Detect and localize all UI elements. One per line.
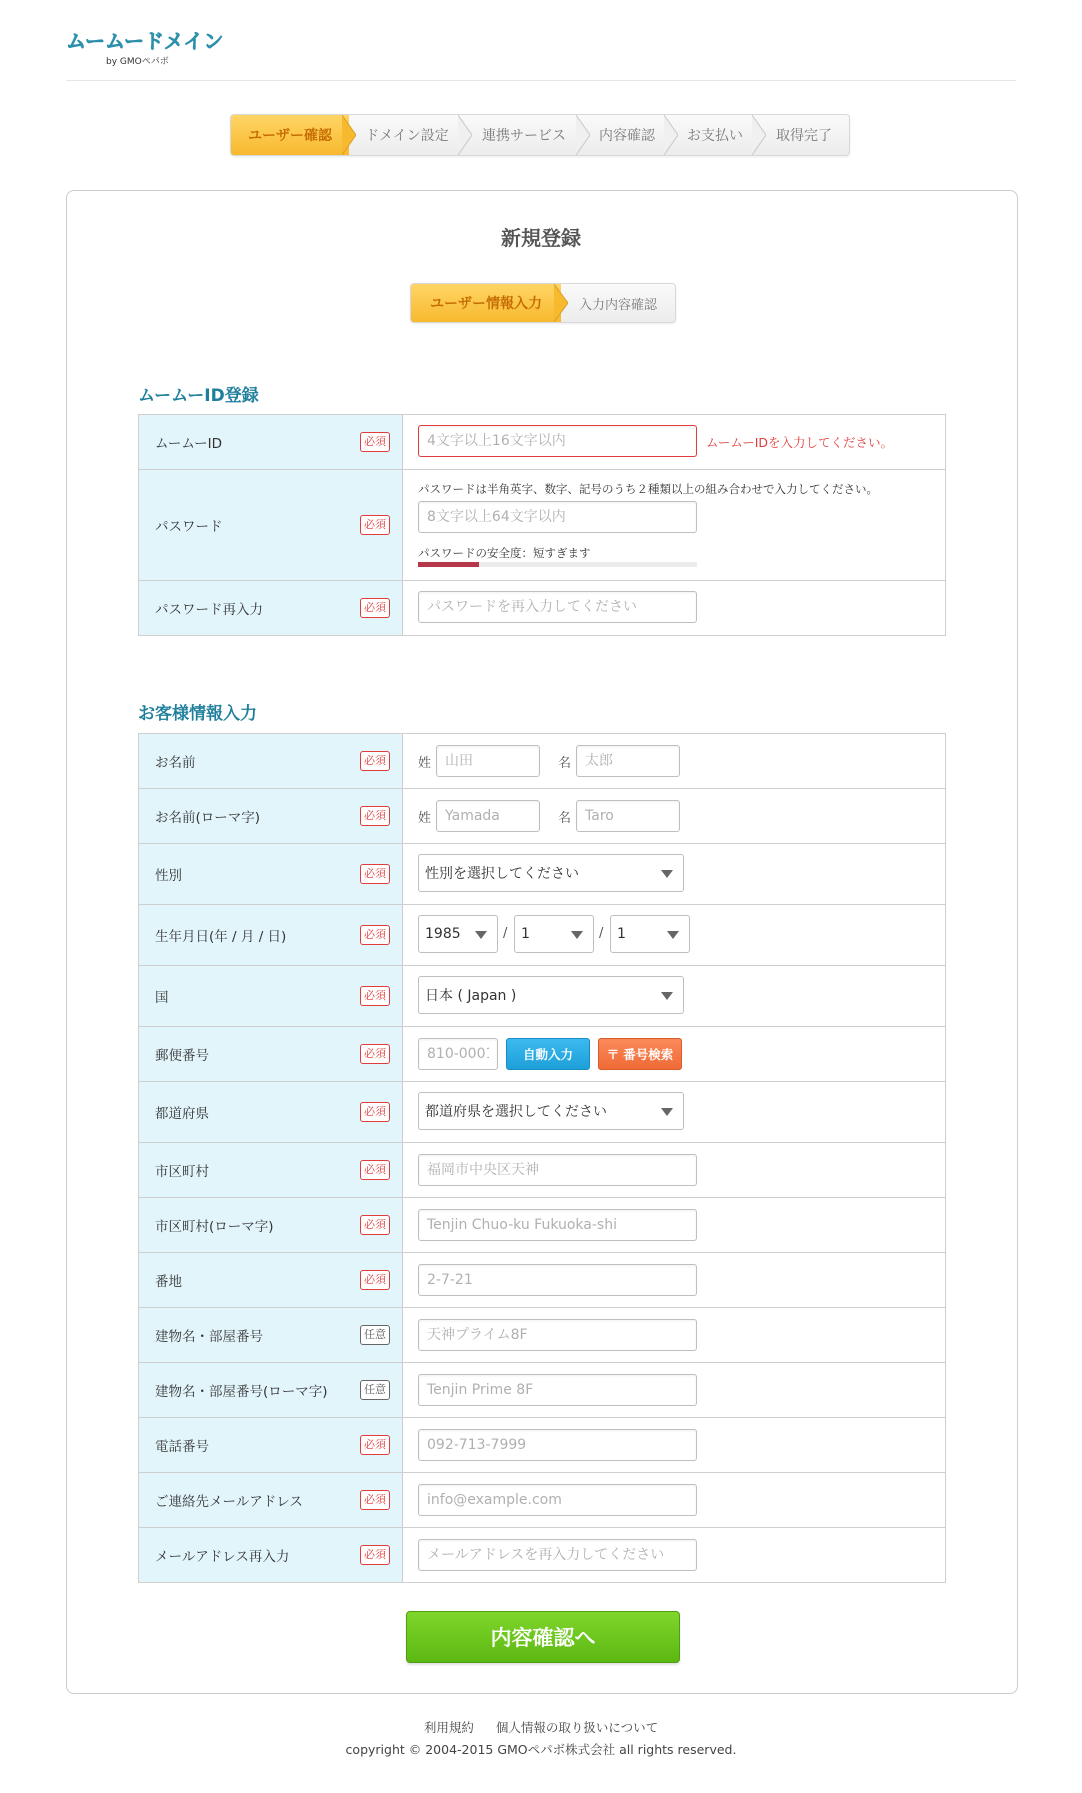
- email-confirm-input[interactable]: [418, 1539, 697, 1571]
- confirm-content-button[interactable]: 内容確認へ: [406, 1611, 680, 1663]
- building-input[interactable]: [418, 1319, 697, 1351]
- field-input-cell: [403, 1418, 945, 1472]
- form-row-building-roman: [139, 1363, 945, 1418]
- password-strength-text: パスワードの安全度：短すぎます: [418, 546, 591, 560]
- required-badge: 必須: [360, 751, 390, 771]
- chevron-right-icon: [554, 284, 568, 322]
- form-row-email-confirm: [139, 1528, 945, 1583]
- dropdown-arrow-icon: [475, 931, 487, 939]
- last-name-roman-input[interactable]: [436, 800, 540, 832]
- field-label-cell: [139, 1253, 403, 1307]
- step-complete: [759, 115, 849, 155]
- field-label: パスワード: [155, 519, 223, 535]
- required-badge: 必須: [360, 1160, 390, 1180]
- chevron-right-icon: [458, 115, 472, 155]
- form-row-password-confirm: [139, 581, 945, 636]
- building-roman-input[interactable]: [418, 1374, 697, 1406]
- first-name-roman-input[interactable]: [576, 800, 680, 832]
- step-label: ユーザー情報入力: [430, 296, 542, 312]
- logo[interactable]: [66, 26, 226, 70]
- field-input-cell: [403, 1198, 945, 1252]
- form-row-gender: [139, 844, 945, 905]
- field-label: 市区町村(ローマ字): [155, 1219, 274, 1235]
- field-label: ムームーID: [155, 436, 223, 452]
- field-input-cell: [403, 966, 945, 1026]
- gender-select-value: 性別を選択してください: [425, 866, 579, 882]
- last-name-input[interactable]: [436, 745, 540, 777]
- step-user-info-input: [411, 284, 561, 322]
- gender-select[interactable]: [418, 854, 684, 892]
- field-label: メールアドレス再入力: [155, 1549, 290, 1565]
- field-label-cell: [139, 1198, 403, 1252]
- password-strength-meter: [418, 562, 697, 567]
- step-label: 取得完了: [776, 128, 832, 144]
- phone-input[interactable]: [418, 1429, 697, 1461]
- chevron-right-icon: [576, 115, 590, 155]
- muumuu-id-input[interactable]: [418, 425, 697, 457]
- required-badge: 必須: [360, 806, 390, 826]
- field-label: 国: [155, 990, 169, 1006]
- required-badge: 必須: [360, 1215, 390, 1235]
- dropdown-arrow-icon: [661, 870, 673, 878]
- field-input-cell: [403, 1143, 945, 1197]
- password-hint: パスワードは半角英字、数字、記号のうち２種類以上の組み合わせで入力してください。: [418, 482, 878, 496]
- field-label-cell: [139, 470, 403, 580]
- field-label-cell: [139, 1308, 403, 1362]
- field-input-cell: [403, 1027, 945, 1081]
- field-label-cell: [139, 1473, 403, 1527]
- birth-month-value: 1: [521, 926, 530, 942]
- address-input[interactable]: [418, 1264, 697, 1296]
- field-input-cell: [403, 1082, 945, 1142]
- required-badge: 必須: [360, 1102, 390, 1122]
- form-row-city: [139, 1143, 945, 1198]
- field-label: 郵便番号: [155, 1048, 209, 1064]
- field-label: 建物名・部屋番号(ローマ字): [155, 1384, 328, 1400]
- birth-year-select[interactable]: [418, 915, 498, 953]
- date-separator: /: [599, 926, 604, 941]
- step-label: お支払い: [687, 128, 743, 144]
- step-payment: [671, 115, 759, 155]
- dropdown-arrow-icon: [661, 1108, 673, 1116]
- form-row-password: [139, 470, 945, 581]
- field-label-cell: [139, 581, 403, 635]
- step-label: 連携サービス: [482, 128, 566, 144]
- field-input-cell: [403, 415, 945, 469]
- required-badge: 必須: [360, 986, 390, 1006]
- required-badge: 必須: [360, 1044, 390, 1064]
- field-label-cell: [139, 734, 403, 788]
- prefecture-select-value: 都道府県を選択してください: [425, 1104, 607, 1120]
- dropdown-arrow-icon: [571, 931, 583, 939]
- form-row-postal: [139, 1027, 945, 1082]
- last-name-label: 姓: [418, 756, 432, 771]
- date-separator: /: [503, 926, 508, 941]
- field-label: お名前(ローマ字): [155, 810, 261, 826]
- field-input-cell: [403, 581, 945, 635]
- password-strength-fill: [418, 562, 479, 567]
- step-input-confirm: [561, 284, 675, 322]
- page-title: 新規登録: [501, 226, 581, 250]
- step-content-confirm: [583, 115, 671, 155]
- form-row-building: [139, 1308, 945, 1363]
- required-badge: 必須: [360, 925, 390, 945]
- field-label: 性別: [155, 868, 182, 884]
- city-roman-input[interactable]: [418, 1209, 697, 1241]
- field-input-cell: [403, 1253, 945, 1307]
- birth-year-value: 1985: [425, 926, 461, 942]
- field-label-cell: [139, 1027, 403, 1081]
- email-input[interactable]: [418, 1484, 697, 1516]
- password-confirm-input[interactable]: [418, 591, 697, 623]
- required-badge: 必須: [360, 598, 390, 618]
- optional-badge: 任意: [360, 1325, 390, 1345]
- birth-month-select[interactable]: [514, 915, 594, 953]
- field-label-cell: [139, 1528, 403, 1582]
- step-linked-services: [465, 115, 583, 155]
- required-badge: 必須: [360, 515, 390, 535]
- field-label-cell: [139, 1143, 403, 1197]
- last-name-roman-label: 姓: [418, 811, 432, 826]
- postal-code-input[interactable]: [418, 1038, 498, 1070]
- chevron-right-icon: [342, 115, 356, 155]
- field-label: パスワード再入力: [155, 602, 263, 618]
- first-name-input[interactable]: [576, 745, 680, 777]
- logo-text: ムームードメイン: [66, 29, 224, 53]
- step-label: ドメイン設定: [365, 128, 449, 144]
- field-label-cell: [139, 966, 403, 1026]
- field-input-cell: [403, 905, 945, 965]
- step-label: 入力内容確認: [578, 297, 657, 313]
- form-row-address: [139, 1253, 945, 1308]
- field-label-cell: [139, 415, 403, 469]
- field-label-cell: [139, 1363, 403, 1417]
- country-select-value: 日本 ( Japan ): [425, 988, 517, 1004]
- footer-links: [0, 1718, 1082, 1736]
- main-progress-steps: [230, 114, 850, 156]
- privacy-link[interactable]: 個人情報の取り扱いについて: [495, 1720, 659, 1735]
- form-row-birthday: [139, 905, 945, 966]
- field-label: 電話番号: [155, 1439, 209, 1455]
- password-input[interactable]: [418, 501, 697, 533]
- country-select[interactable]: [418, 976, 684, 1014]
- field-label-cell: [139, 844, 403, 904]
- step-user-confirm: [231, 115, 349, 155]
- auto-fill-button[interactable]: 自動入力: [506, 1038, 590, 1070]
- field-input-cell: [403, 1528, 945, 1582]
- step-domain-settings: [349, 115, 465, 155]
- required-badge: 必須: [360, 1545, 390, 1565]
- field-label: ご連絡先メールアドレス: [155, 1494, 303, 1510]
- section-title-id: ムームーID登録: [138, 386, 259, 406]
- postal-search-button[interactable]: [598, 1038, 682, 1070]
- form-row-phone: [139, 1418, 945, 1473]
- copyright: copyright © 2004-2015 GMOペパボ株式会社 all rights reserved.: [345, 1742, 737, 1757]
- required-badge: 必須: [360, 1435, 390, 1455]
- required-badge: 必須: [360, 432, 390, 452]
- field-label-cell: [139, 1082, 403, 1142]
- city-input[interactable]: [418, 1154, 697, 1186]
- birth-day-value: 1: [617, 926, 626, 942]
- sub-progress-steps: [410, 283, 676, 323]
- first-name-roman-label: 名: [558, 811, 572, 826]
- first-name-label: 名: [558, 756, 572, 771]
- form-row-country: [139, 966, 945, 1027]
- id-form-table: [138, 414, 946, 636]
- section-title-customer: お客様情報入力: [138, 704, 257, 724]
- form-row-muumuu-id: [139, 415, 945, 470]
- required-badge: 必須: [360, 864, 390, 884]
- field-input-cell: [403, 844, 945, 904]
- field-input-cell: [403, 1473, 945, 1527]
- optional-badge: 任意: [360, 1380, 390, 1400]
- required-badge: 必須: [360, 1490, 390, 1510]
- customer-form-table: [138, 733, 946, 1583]
- prefecture-select[interactable]: [418, 1092, 684, 1130]
- postal-search-label: 番号検索: [623, 1047, 674, 1062]
- field-label-cell: [139, 789, 403, 843]
- field-label: 市区町村: [155, 1164, 209, 1180]
- field-label: お名前: [155, 755, 196, 771]
- logo-subtext: by GMOペパボ: [106, 57, 169, 67]
- form-row-email: [139, 1473, 945, 1528]
- form-row-name-roman: [139, 789, 945, 844]
- chevron-right-icon: [752, 115, 766, 155]
- field-label: 建物名・部屋番号: [155, 1329, 263, 1345]
- dropdown-arrow-icon: [661, 992, 673, 1000]
- form-row-city-roman: [139, 1198, 945, 1253]
- field-input-cell: [403, 1363, 945, 1417]
- field-input-cell: [403, 789, 945, 843]
- field-label: 番地: [155, 1274, 182, 1290]
- form-row-name: [139, 734, 945, 789]
- field-input-cell: [403, 470, 945, 580]
- field-label: 都道府県: [155, 1106, 209, 1122]
- chevron-right-icon: [664, 115, 678, 155]
- muumuu-id-error: ムームーIDを入力してください。: [706, 435, 894, 450]
- form-row-prefecture: [139, 1082, 945, 1143]
- dropdown-arrow-icon: [667, 931, 679, 939]
- field-label-cell: [139, 1418, 403, 1472]
- birth-day-select[interactable]: [610, 915, 690, 953]
- field-label-cell: [139, 905, 403, 965]
- terms-link[interactable]: 利用規約: [423, 1720, 474, 1735]
- step-label: ユーザー確認: [248, 128, 332, 144]
- header-divider: [66, 80, 1016, 81]
- required-badge: 必須: [360, 1270, 390, 1290]
- field-input-cell: [403, 734, 945, 788]
- postal-mark-icon: 〒: [606, 1047, 620, 1062]
- step-label: 内容確認: [599, 128, 655, 144]
- field-input-cell: [403, 1308, 945, 1362]
- field-label: 生年月日(年 / 月 / 日): [155, 929, 287, 945]
